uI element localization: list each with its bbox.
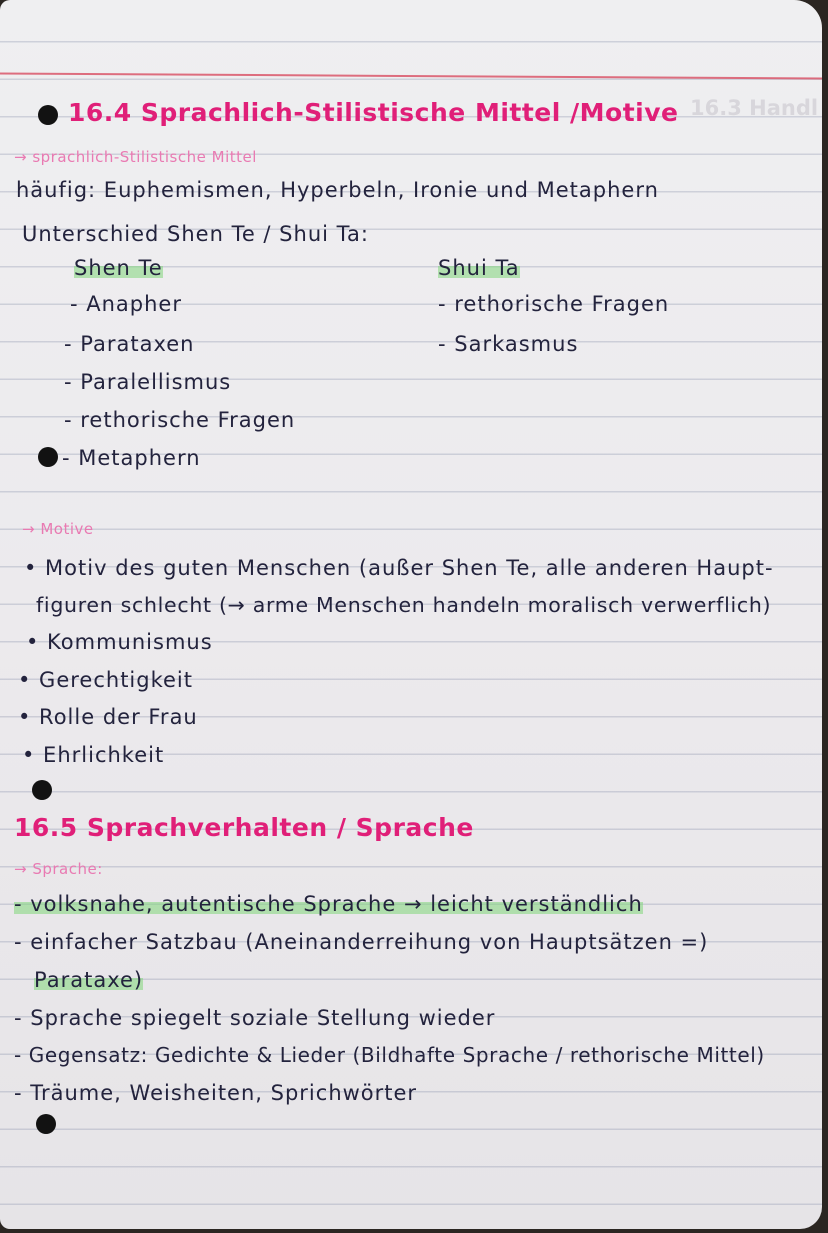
motive-item: • Kommunismus <box>26 630 213 654</box>
sprache-item: - einfacher Satzbau (Aneinanderreihung von Hauptsätzen =) <box>14 930 709 954</box>
text-line: Unterschied Shen Te / Shui Ta: <box>22 222 369 246</box>
motive-item: • Ehrlichkeit <box>22 743 165 767</box>
bullet-dot <box>38 447 58 467</box>
motive-label: → Motive <box>22 520 94 538</box>
sprache-item: - Gegensatz: Gedichte & Lieder (Bildhafte Sprache / rethorische Mittel) <box>14 1043 765 1067</box>
motive-item: figuren schlecht (→ arme Menschen handeln moralisch verwerflich) <box>36 593 772 617</box>
motive-item: • Motiv des guten Menschen (außer Shen Te, alle anderen Haupt- <box>24 556 774 580</box>
list-item: - rethorische Fragen <box>64 408 296 432</box>
sprache-item: - Träume, Weisheiten, Sprichwörter <box>14 1081 418 1105</box>
sprache-item: Parataxe) <box>34 968 144 992</box>
bullet-dot <box>32 780 52 800</box>
column-title-shen-te: Shen Te <box>74 256 163 280</box>
sprache-label: → Sprache: <box>14 860 103 878</box>
list-item: - Metaphern <box>62 446 201 470</box>
motive-item: • Gerechtigkeit <box>18 668 194 692</box>
list-item: - Anapher <box>70 292 182 316</box>
bleed-through-text: 16.3 Handl <box>690 96 819 120</box>
sprache-item: - volksnahe, autentische Sprache → leicht verständlich <box>14 892 643 916</box>
text-line: häufig: Euphemismen, Hyperbeln, Ironie und Metaphern <box>16 178 659 202</box>
motive-item: • Rolle der Frau <box>18 705 198 729</box>
margin-line <box>0 72 822 79</box>
sublabel-stilmittel: → sprachlich-Stilistische Mittel <box>14 148 257 166</box>
list-item: - rethorische Fragen <box>438 292 670 316</box>
bullet-dot <box>38 105 58 125</box>
bullet-dot <box>36 1114 56 1134</box>
list-item: - Parataxen <box>64 332 195 356</box>
list-item: - Sarkasmus <box>438 332 579 356</box>
section-heading-1: 16.4 Sprachlich-Stilistische Mittel /Motive <box>68 98 679 127</box>
column-title-shui-ta: Shui Ta <box>438 256 520 280</box>
sprache-item: - Sprache spiegelt soziale Stellung wieder <box>14 1006 496 1030</box>
section-heading-2: 16.5 Sprachverhalten / Sprache <box>14 813 474 842</box>
list-item: - Paralellismus <box>64 370 232 394</box>
